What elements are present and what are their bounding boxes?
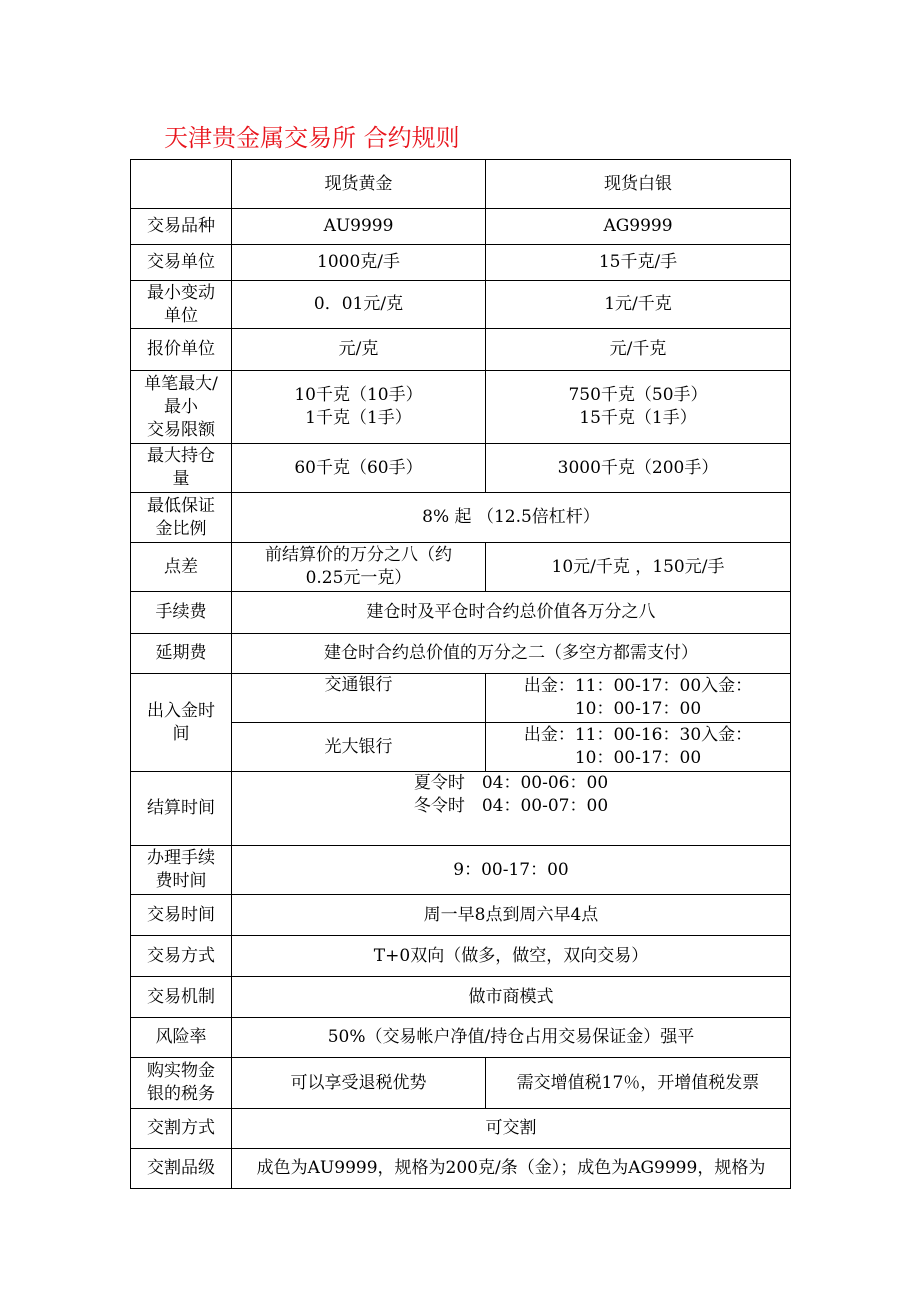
- table-row: [131, 444, 791, 493]
- table-row: [131, 493, 791, 543]
- silver-spread: 10元/千克 ，150元/手: [486, 543, 791, 592]
- row-label-max-position: [131, 444, 232, 493]
- gold-order-min: 1千克（1手）: [305, 408, 412, 428]
- table-row: [131, 634, 791, 674]
- table-row: [131, 1018, 791, 1058]
- table-row: [131, 592, 791, 634]
- gold-spread-line: 0.25元一克）: [305, 568, 412, 588]
- gold-min-tick: 0．01元/克: [232, 281, 486, 329]
- margin-value: 8% 起 （12.5倍杠杆）: [232, 493, 791, 543]
- fee-value: 建仓时及平仓时合约总价值各万分之八: [232, 592, 791, 634]
- gold-order-limit: [232, 371, 486, 444]
- silver-min-tick: 1元/千克: [486, 281, 791, 329]
- row-label-delivery: 交割方式: [131, 1109, 232, 1149]
- row-label-tax: [131, 1058, 232, 1109]
- row-label-variety: 交易品种: [131, 209, 232, 245]
- delivery-value: 可交割: [232, 1109, 791, 1149]
- gold-variety: AU9999: [232, 209, 486, 245]
- row-label-line: 最大持仓: [147, 446, 215, 466]
- row-label-line: 最低保证: [147, 495, 215, 516]
- row-label-settlement: 结算时间: [131, 772, 232, 846]
- trading-mode-value: T+0双向（做多，做空，双向交易）: [232, 936, 791, 977]
- row-label-min-tick: [131, 281, 232, 329]
- gold-order-max: 10千克（10手）: [294, 385, 423, 405]
- table-row: [131, 772, 791, 846]
- header-blank-cell: [131, 160, 232, 209]
- deferral-fee-value: 建仓时合约总价值的万分之二（多空方都需支付）: [232, 634, 791, 674]
- gold-quote-unit: 元/克: [232, 329, 486, 371]
- row-label-line: 费时间: [155, 871, 207, 891]
- row-label-line: 银的税务: [147, 1084, 215, 1104]
- row-label-line: 间: [172, 723, 190, 744]
- silver-tax: 需交增值税17％，开增值税发票: [486, 1058, 791, 1109]
- header-gold: 现货黄金: [232, 160, 486, 209]
- silver-order-limit: [486, 371, 791, 444]
- table-row: [131, 1058, 791, 1109]
- grade-value: 成色为AU9999，规格为200克/条（金）；成色为AG9999，规格为: [232, 1149, 791, 1189]
- gold-spread: [232, 543, 486, 592]
- row-label-fee: 手续费: [131, 592, 232, 634]
- row-label-line: 最小变动: [147, 282, 215, 303]
- bank-name-guangda: 光大银行: [232, 723, 486, 772]
- row-label-line: 金比例: [155, 518, 207, 539]
- settlement-value: [232, 772, 791, 846]
- row-label-risk: 风险率: [131, 1018, 232, 1058]
- table-row: [131, 1149, 791, 1189]
- silver-order-min: 15千克（1手）: [579, 408, 697, 428]
- row-label-line: 单笔最大/: [144, 373, 218, 394]
- row-label-quote-unit: 报价单位: [131, 329, 232, 371]
- row-label-unit: 交易单位: [131, 245, 232, 281]
- gold-unit: 1000克/手: [232, 245, 486, 281]
- table-row: [131, 846, 791, 895]
- row-label-fee-hours: [131, 846, 232, 895]
- silver-unit: 15千克/手: [486, 245, 791, 281]
- table-row: [131, 543, 791, 592]
- row-label-trading-hours: 交易时间: [131, 895, 232, 936]
- mechanism-value: 做市商模式: [232, 977, 791, 1018]
- bank-time-line: 出金：11：00-17：00入金：: [523, 676, 753, 696]
- fee-hours-value: 9：00-17：00: [232, 846, 791, 895]
- silver-variety: AG9999: [486, 209, 791, 245]
- bank-name-jiaotong: 交通银行: [232, 674, 486, 723]
- row-label-line: 购实物金: [147, 1061, 215, 1081]
- table-row: [131, 674, 791, 723]
- table-row: [131, 936, 791, 977]
- document-title: 天津贵金属交易所 合约规则: [164, 124, 460, 152]
- row-label-line: 最小: [164, 396, 198, 417]
- risk-value: 50%（交易帐户净值/持仓占用交易保证金）强平: [232, 1018, 791, 1058]
- row-label-trading-mode: 交易方式: [131, 936, 232, 977]
- bank-time-line: 出金：11：00-16：30入金：: [523, 725, 753, 745]
- row-label-line: 办理手续: [147, 848, 215, 868]
- row-label-line: 单位: [164, 305, 198, 326]
- trading-hours-value: 周一早8点到周六早4点: [232, 895, 791, 936]
- bank-time-line: 10：00-17：00: [574, 748, 702, 768]
- row-label-mechanism: 交易机制: [131, 977, 232, 1018]
- table-row: [131, 895, 791, 936]
- gold-max-position: 60千克（60手）: [232, 444, 486, 493]
- table-row: [131, 245, 791, 281]
- bank-time-jiaotong: [486, 674, 791, 723]
- row-label-line: 交易限额: [147, 419, 215, 440]
- table-row: [131, 1109, 791, 1149]
- row-label-grade: 交割品级: [131, 1149, 232, 1189]
- settlement-winter: 冬令时 04：00-07：00: [413, 796, 609, 816]
- row-label-deferral-fee: 延期费: [131, 634, 232, 674]
- row-label-margin: [131, 493, 232, 543]
- table-row: [131, 329, 791, 371]
- table-row: [131, 209, 791, 245]
- row-label-order-limit: [131, 371, 232, 444]
- bank-time-guangda: [486, 723, 791, 772]
- silver-max-position: 3000千克（200手）: [486, 444, 791, 493]
- row-label-line: 量: [172, 469, 190, 489]
- row-label-spread: 点差: [131, 543, 232, 592]
- settlement-summer: 夏令时 04：00-06：00: [413, 773, 609, 793]
- gold-spread-line: 前结算价的万分之八（约: [265, 545, 452, 565]
- table-row: [131, 977, 791, 1018]
- bank-time-line: 10：00-17：00: [574, 699, 702, 719]
- table-row: [131, 281, 791, 329]
- gold-tax: 可以享受退税优势: [232, 1058, 486, 1109]
- silver-order-max: 750千克（50手）: [568, 385, 708, 405]
- table-row: [131, 371, 791, 444]
- silver-quote-unit: 元/千克: [486, 329, 791, 371]
- row-label-line: 出入金时: [147, 700, 215, 721]
- table-header-row: [131, 160, 791, 209]
- row-label-funds-time: [131, 674, 232, 772]
- header-silver: 现货白银: [486, 160, 791, 209]
- contract-rules-table: [130, 159, 791, 1189]
